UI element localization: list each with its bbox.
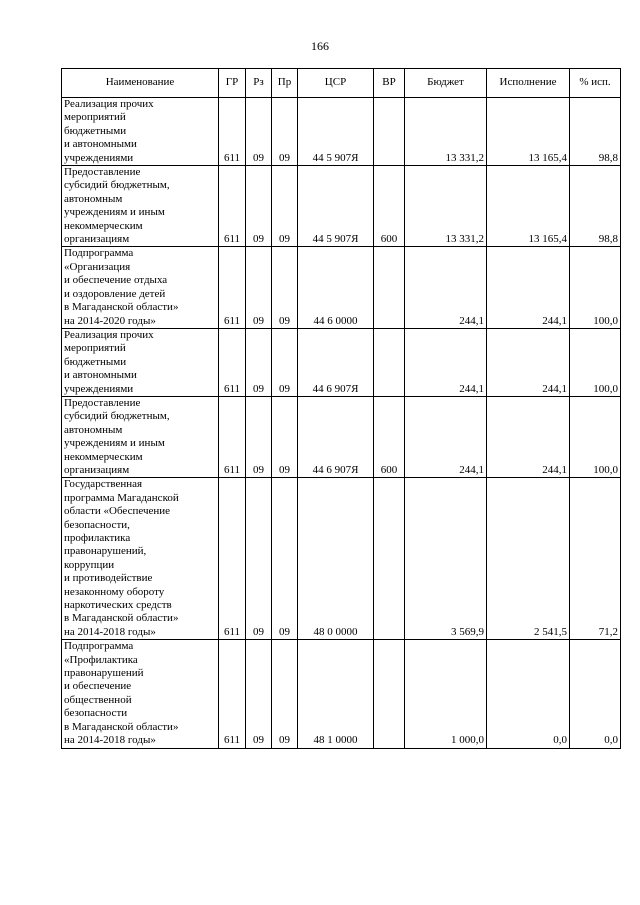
- cell-percent: 98,8: [570, 166, 621, 247]
- header-budget: Бюджет: [405, 69, 487, 98]
- cell-name-line: Реализация прочих: [64, 328, 154, 341]
- cell-csr: 44 6 0000: [298, 247, 374, 328]
- table-row: [62, 98, 621, 166]
- cell-name-line: бюджетными: [64, 124, 127, 137]
- cell-name-line: учреждениям и иным: [64, 206, 165, 219]
- cell-name-line: Предоставление: [64, 396, 141, 409]
- cell-vr: [374, 478, 405, 640]
- cell-csr: 44 5 907Я: [298, 98, 374, 166]
- cell-name-line: области «Обеспечение: [64, 505, 171, 518]
- cell-csr: 48 0 0000: [298, 478, 374, 640]
- header-csr: ЦСР: [298, 69, 374, 98]
- cell-budget: 13 331,2: [405, 98, 487, 166]
- cell-name: [62, 247, 219, 328]
- cell-percent: 100,0: [570, 247, 621, 328]
- cell-vr: [374, 98, 405, 166]
- cell-name-line: субсидий бюджетным,: [64, 410, 170, 423]
- cell-name-line: организациям: [64, 463, 130, 476]
- header-execution: Исполнение: [487, 69, 570, 98]
- cell-rz: 09: [246, 396, 272, 477]
- cell-name-line: Реализация прочих: [64, 98, 154, 110]
- cell-vr: [374, 247, 405, 328]
- cell-name-line: безопасности: [64, 707, 128, 720]
- table-row: [62, 328, 621, 396]
- cell-name: [62, 396, 219, 477]
- cell-name-line: профилактика: [64, 532, 131, 544]
- cell-name-line: и обеспечение отдыха: [64, 274, 168, 287]
- header-pr: Пр: [272, 69, 298, 98]
- table-row: [62, 247, 621, 328]
- cell-execution: 244,1: [487, 247, 570, 328]
- cell-name: [62, 166, 219, 247]
- cell-pr: 09: [272, 640, 298, 748]
- cell-name-line: мероприятий: [64, 111, 126, 124]
- cell-name-line: мероприятий: [64, 342, 126, 355]
- cell-name-line: некоммерческим: [64, 450, 143, 463]
- cell-name-line: Предоставление: [64, 166, 141, 179]
- cell-name-line: в Магаданской области»: [64, 301, 179, 314]
- cell-name-line: автономным: [64, 423, 123, 436]
- cell-rz: 09: [246, 166, 272, 247]
- cell-name-line: общественной: [64, 693, 132, 706]
- cell-pr: 09: [272, 166, 298, 247]
- cell-name-line: и противодействие: [64, 572, 153, 585]
- cell-rz: 09: [246, 247, 272, 328]
- table-row: [62, 396, 621, 477]
- table-body: [62, 98, 621, 749]
- cell-name-line: наркотических средств: [64, 599, 172, 612]
- cell-csr: 44 5 907Я: [298, 166, 374, 247]
- cell-name: [62, 98, 219, 166]
- cell-rz: 09: [246, 98, 272, 166]
- cell-percent: 98,8: [570, 98, 621, 166]
- cell-vr: 600: [374, 396, 405, 477]
- cell-pr: 09: [272, 328, 298, 396]
- cell-gr: 611: [219, 98, 246, 166]
- cell-name: [62, 640, 219, 748]
- table-row: [62, 166, 621, 247]
- cell-name-line: «Профилактика: [64, 653, 138, 666]
- cell-name-line: субсидий бюджетным,: [64, 179, 170, 192]
- cell-gr: 611: [219, 640, 246, 748]
- cell-percent: 100,0: [570, 328, 621, 396]
- header-vr: ВР: [374, 69, 405, 98]
- cell-execution: 13 165,4: [487, 98, 570, 166]
- cell-execution: 244,1: [487, 396, 570, 477]
- cell-budget: 244,1: [405, 247, 487, 328]
- cell-name-line: Подпрограмма: [64, 247, 134, 260]
- cell-vr: [374, 640, 405, 748]
- cell-name-line: учреждениями: [64, 382, 134, 395]
- budget-table: [61, 68, 621, 749]
- cell-budget: 3 569,9: [405, 478, 487, 640]
- cell-name-line: правонарушений,: [64, 545, 147, 558]
- cell-name-line: правонарушений: [64, 667, 144, 680]
- cell-vr: [374, 328, 405, 396]
- cell-name-line: и обеспечение: [64, 680, 132, 693]
- cell-name-line: и оздоровление детей: [64, 287, 166, 300]
- header-rz: Рз: [246, 69, 272, 98]
- cell-name-line: и автономными: [64, 138, 137, 151]
- header-percent: % исп.: [570, 69, 621, 98]
- cell-name-line: организациям: [64, 233, 130, 246]
- page-number: 166: [311, 39, 329, 53]
- cell-budget: 13 331,2: [405, 166, 487, 247]
- cell-name-line: учреждениям и иным: [64, 437, 165, 450]
- cell-gr: 611: [219, 478, 246, 640]
- cell-gr: 611: [219, 396, 246, 477]
- cell-name-line: Государственная: [64, 478, 143, 491]
- cell-csr: 48 1 0000: [298, 640, 374, 748]
- cell-name-line: в Магаданской области»: [64, 720, 179, 733]
- cell-name: [62, 328, 219, 396]
- cell-budget: 244,1: [405, 396, 487, 477]
- header-gr: ГР: [219, 69, 246, 98]
- cell-gr: 611: [219, 247, 246, 328]
- cell-name-line: и автономными: [64, 369, 137, 382]
- cell-budget: 244,1: [405, 328, 487, 396]
- table-row: [62, 478, 621, 640]
- cell-name-line: безопасности,: [64, 518, 130, 531]
- table-header-row: [62, 69, 621, 98]
- cell-gr: 611: [219, 328, 246, 396]
- cell-name-line: «Организация: [64, 260, 131, 273]
- header-name: Наименование: [62, 69, 219, 98]
- cell-name-line: учреждениями: [64, 151, 134, 164]
- cell-name-line: автономным: [64, 192, 123, 205]
- cell-name-line: в Магаданской области»: [64, 612, 179, 625]
- cell-rz: 09: [246, 640, 272, 748]
- cell-execution: 0,0: [487, 640, 570, 748]
- cell-name-line: коррупции: [64, 558, 115, 571]
- cell-name-line: Подпрограмма: [64, 640, 134, 653]
- cell-name-line: на 2014-2020 годы»: [64, 314, 156, 327]
- cell-pr: 09: [272, 98, 298, 166]
- cell-pr: 09: [272, 396, 298, 477]
- cell-name-line: на 2014-2018 годы»: [64, 625, 156, 638]
- cell-name-line: бюджетными: [64, 355, 127, 368]
- table-row: [62, 640, 621, 748]
- cell-pr: 09: [272, 478, 298, 640]
- cell-name: [62, 478, 219, 640]
- cell-gr: 611: [219, 166, 246, 247]
- cell-execution: 2 541,5: [487, 478, 570, 640]
- cell-name-line: на 2014-2018 годы»: [64, 734, 156, 747]
- cell-execution: 244,1: [487, 328, 570, 396]
- cell-name-line: незаконному обороту: [64, 585, 165, 598]
- cell-execution: 13 165,4: [487, 166, 570, 247]
- cell-name-line: программа Магаданской: [64, 491, 179, 504]
- cell-rz: 09: [246, 478, 272, 640]
- cell-vr: 600: [374, 166, 405, 247]
- cell-budget: 1 000,0: [405, 640, 487, 748]
- cell-percent: 71,2: [570, 478, 621, 640]
- cell-name-line: некоммерческим: [64, 219, 143, 232]
- cell-csr: 44 6 907Я: [298, 396, 374, 477]
- cell-pr: 09: [272, 247, 298, 328]
- cell-percent: 100,0: [570, 396, 621, 477]
- cell-csr: 44 6 907Я: [298, 328, 374, 396]
- cell-percent: 0,0: [570, 640, 621, 748]
- cell-rz: 09: [246, 328, 272, 396]
